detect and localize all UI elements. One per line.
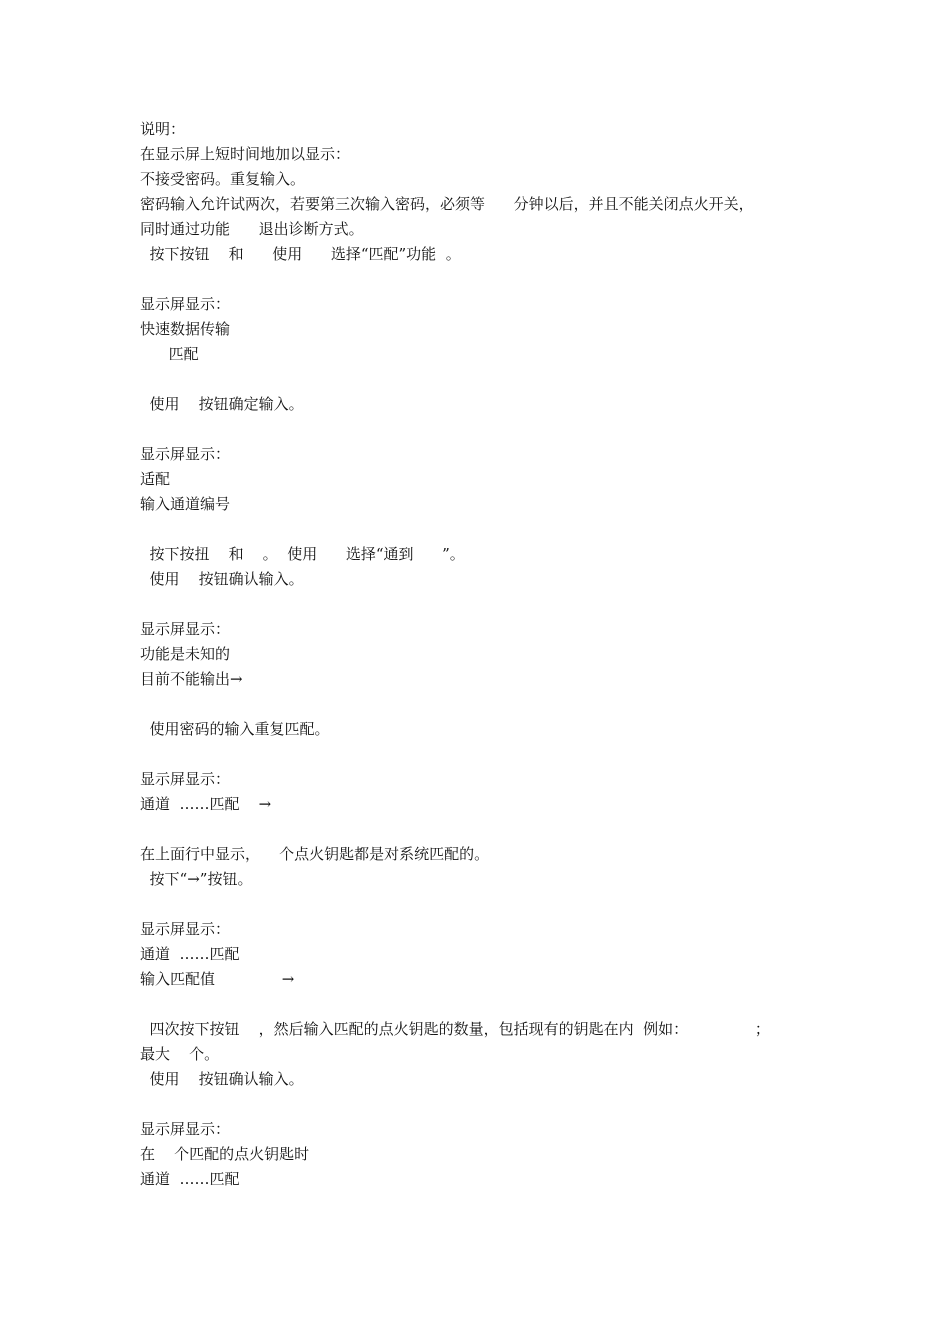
display-text: 适配 bbox=[140, 470, 171, 488]
instruction-line: 按下“→”按钮。 bbox=[140, 870, 253, 888]
text-line: 不接受密码。重复输入。 bbox=[140, 170, 306, 188]
blank-line bbox=[140, 592, 820, 617]
instruction-line: 使用 按钮确定输入。 bbox=[140, 395, 304, 413]
display-text: 通道 ……匹配 bbox=[140, 1170, 240, 1188]
display-heading: 显示屏显示： bbox=[140, 295, 231, 313]
instruction-line: 使用 按钮确认输入。 bbox=[140, 1070, 304, 1088]
display-text: 在 个匹配的点火钥匙时 bbox=[140, 1145, 310, 1163]
document-body bbox=[140, 117, 820, 1192]
blank-line bbox=[140, 267, 820, 292]
blank-line bbox=[140, 1092, 820, 1117]
display-text: 匹配 bbox=[140, 345, 199, 363]
text-line: 同时通过功能 退出诊断方式。 bbox=[140, 220, 364, 238]
display-text: 目前不能输出→ bbox=[140, 670, 243, 688]
display-heading: 显示屏显示： bbox=[140, 920, 231, 938]
blank-line bbox=[140, 892, 820, 917]
display-text: 输入匹配值 → bbox=[140, 970, 295, 988]
blank-line bbox=[140, 817, 820, 842]
instruction-line: 四次按下按钮 ，然后输入匹配的点火钥匙的数量，包括现有的钥匙在内 例如： ； bbox=[140, 1020, 770, 1038]
display-heading: 显示屏显示： bbox=[140, 770, 231, 788]
text-line: 在显示屏上短时间地加以显示： bbox=[140, 145, 351, 163]
instruction-line: 按下按钮 和 使用 选择“匹配”功能 。 bbox=[140, 245, 461, 263]
display-heading: 显示屏显示： bbox=[140, 445, 231, 463]
display-text: 快速数据传输 bbox=[140, 320, 231, 338]
text-line: 最大 个。 bbox=[140, 1045, 220, 1063]
blank-line bbox=[140, 992, 820, 1017]
blank-line bbox=[140, 692, 820, 717]
instruction-line: 按下按扭 和 。 使用 选择“通到 ”。 bbox=[140, 545, 465, 563]
instruction-line: 使用密码的输入重复匹配。 bbox=[140, 720, 330, 738]
instruction-line: 使用 按钮确认输入。 bbox=[140, 570, 304, 588]
blank-line bbox=[140, 517, 820, 542]
display-text: 输入通道编号 bbox=[140, 495, 231, 513]
display-text: 功能是未知的 bbox=[140, 645, 231, 663]
text-line: 密码输入允许试两次，若要第三次输入密码，必须等 分钟以后，并且不能关闭点火开关， bbox=[140, 195, 754, 213]
blank-line bbox=[140, 367, 820, 392]
display-text: 通道 ……匹配 → bbox=[140, 795, 272, 813]
blank-line bbox=[140, 417, 820, 442]
display-text: 通道 ……匹配 bbox=[140, 945, 240, 963]
heading-note: 说明： bbox=[140, 120, 186, 138]
display-heading: 显示屏显示： bbox=[140, 1120, 231, 1138]
blank-line bbox=[140, 742, 820, 767]
text-line: 在上面行中显示， 个点火钥匙都是对系统匹配的。 bbox=[140, 845, 490, 863]
display-heading: 显示屏显示： bbox=[140, 620, 231, 638]
